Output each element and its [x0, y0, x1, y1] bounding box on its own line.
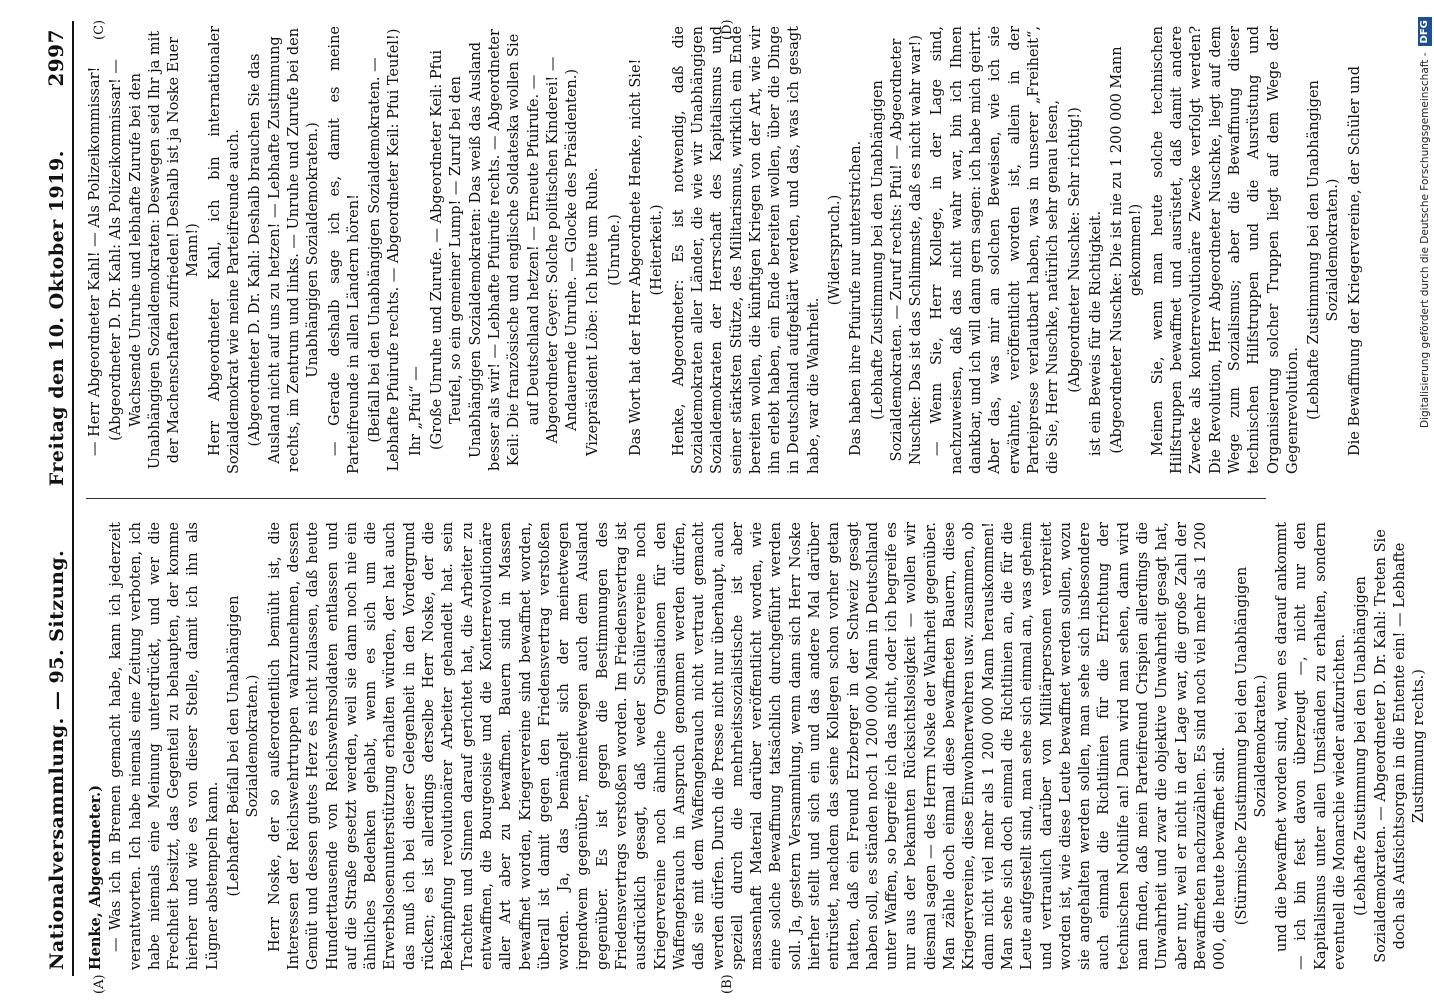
speech-paragraph: Die Bewaffnung der Kriegervereine, der Schüler und [1346, 65, 1363, 456]
interjection: (Lebhafte Zustimmung bei den Unabhängigen Sozialdemokraten.) [1306, 80, 1342, 420]
speech-paragraph: Ihr „Pfui“ — [407, 366, 424, 456]
left-text-column [86, 522, 1428, 970]
speech-paragraph: ist ein Beweis für die Richtigkeit. [1087, 210, 1104, 456]
speech-paragraph: — Was ich in Bremen gemacht habe, kann ich jederzeit verantworten. Ich habe niemals eine Zeitung verboten, ich habe niemals eine Meinung unterdrückt, und wer die Frechheit besitzt, das Gegenteil zu behaupten, der komme hierher und wie es von dieser Stelle, damit ich ihn als Lügner abstempeln kann. [108, 522, 221, 970]
interjection: (Heiterkeit.) [649, 204, 666, 296]
column-divider [86, 498, 1266, 499]
interjection: (Abgeordneter Nuschke: Sehr richtig!) [1066, 107, 1083, 393]
interjection: (Lebhafter Beifall bei den Unabhängigen Sozialdemokraten.) [226, 595, 262, 897]
speech-paragraph: — Gerade deshalb sage ich es, damit es meine Parteifreunde in allen Ländern hören! [326, 26, 362, 474]
interjection: (Widerspruch.) [826, 194, 843, 306]
margin-marker-c: (C) [92, 19, 107, 40]
speech-paragraph: Das haben ihre Pfuirufe nur unterstrichen. [848, 140, 865, 456]
margin-marker-a: (A) [92, 974, 107, 994]
interjection: (Große Unruhe und Zurufe. — Abgeordneter Keil: Pfui Teufel, so ein gemeiner Lump! — Zuruf bei den Unabhängigen Sozialdemokraten: Das weiß das Ausland besser als wir! — Lebhafte Pfuirufe rechts. — Abgeordneter Keil: Die französische und englische Soldateska wollen Sie auf Deutschland hetzen! — Erneute Pfuirufe. — Abgeordneter Geyer: Solche politischen Kinderei! — Andauernde Unruhe. — Glocke des Präsidenten.) [429, 29, 581, 471]
interjection: (Abgeordneter D. Dr. Kahl: Deshalb brauchen Sie das Ausland nicht auf uns zu hetzen! — Lebhafte Zustimmung rechts, im Zentrum und links. — Unruhe und Zurufe bei den Unabhängigen Sozialdemokraten.) [247, 27, 322, 473]
right-text-column [86, 26, 1363, 474]
speech-paragraph: — Wenn Sie, Herr Kollege, in der Lage sind, nachzuweisen, daß das nicht wahr war, bin ich Ihnen dankbar, und ich will dann gern sagen: ich habe mich geirrt. Aber das, was mir an solchen Beweisen, wie ich sie erwähnte, veröffentlicht worden ist, allein in der Parteipresse verlautbart haben, was in unserer „Freiheit“, die Sie, Herr Nuschke, natürlich sehr genau lesen, [929, 26, 1062, 474]
interjection: (Abgeordneter D. Dr. Kahl: Als Polizeikommissar! — Wachsende Unruhe und lebhafte Zurufe bei den Unabhängigen Sozialdemokraten: Deswegen seid Ihr ja mit der Machenschaften zufrieden! Deshalb ist ja Noske Euer Mann!) [108, 30, 202, 470]
interjection: (Stürmische Zustimmung bei den Unabhängigen Sozialdemokraten.) [1233, 566, 1269, 926]
dfg-logo-icon: DFG [1418, 17, 1432, 46]
speech-paragraph: Herr Noske, der so außerordentlich bemüht ist, die Interessen der Reichswehrtruppen wahrzunehmen, dessen Gemüt und dessen gutes Herz es nicht zulassen, daß heute Hunderttausende von Reichswehrsoldaten entlassen und auf die Straße gesetzt werden, weil sie dann noch nie ein ähnliches Bedenken gehabt, wenn es sich um die Erwerbslosenunterstützung erhalten würden, der hat auch das muß ich bei dieser Gelegenheit in den Vordergrund rücken; es ist allerdings derselbe Herr Noske, der die Bekämpfung revolutionärer Arbeiter gehandelt hat. sein Trachten und Sinnen darauf gerichtet hat, die Arbeiter zu entwaffnen, die Bourgeoisie und die Konterrevolutionäre aller Art aber zu bewaffnen. Bauern sind in Massen bewaffnet worden, Kriegervereine sind bewaffnet worden, überall ist damit gegen den Friedensvertrag verstoßen worden. Ja, das bemängelt sich der meinetwegen irgendwem gegenüber, meinetwegen auch dem Ausland gegenüber. Es ist gegen die Bestimmungen des Friedensvertrags verstoßen worden. Im Friedensvertrag ist ausdrücklich gesagt, daß weder Schülervereine noch Kriegervereine noch ähnliche Organisationen für den Waffengebrauch in Anspruch genommen werden dürfen, daß sie mit dem Waffengebrauch nicht vertraut gemacht werden dürfen. Durch die Presse nicht nur überhaupt, auch speziell durch die mehrheitssozialistische ist aber massenhaft Material darüber veröffentlicht worden, wie eine solche Bewaffnung tatsächlich durchgeführt werden soll. Ja, gestern Versammlung, wenn dann sich Herr Noske hierher stellt und sich ein und das andere Mal darüber entrüstet, nachdem das seine Kollegen schon vorher getan hatten, daß ein Freund Erzberger in der Schweiz gesagt haben soll, es ständen noch 1 200 000 Mann in Deutschland unter Waffen, so begreife ich das nicht, oder ich begreife es nur aus der bekannten Rücksichtslosigkeit — wollen wir diesmal sagen — des Herrn Noske der Wahrheit gegenüber. Man zähle doch einmal diese bewaffneten Bauern, diese Kriegervereine, diese Einwohnerwehren usw. zusammen, ob dann nicht viel mehr als 1 200 000 Mann herauskommen! Man sehe sich doch einmal die Richtlinien an, die für die Leute aufgestellt sind, man sehe sich einmal an, was geheim und vertraulich darüber von Militärpersonen verbreitet worden ist, wie diese Leute bewaffnet werden sollen, wozu sie angehalten werden sollen, man sehe sich insbesondere auch einmal die Richtlinien für die Errichtung der technischen Nothilfe an! Dann wird man sehen, dann wird man finden, daß mein Parteifreund Crispien allerdings die Unwahrheit und zwar die objektive Unwahrheit gesagt hat, aber nur, weil er nicht in der Lage war, die große Zahl der Bewaffneten nachzuzählen. Es sind noch viel mehr als 1 200 000, die heute bewaffnet sind. [266, 522, 1229, 970]
header-date: Freitag den 10. Oktober 1919. [46, 150, 68, 487]
notice-text: Digitalisierung gefördert durch die Deutsche Forschungsgemeinschaft - [1419, 52, 1431, 428]
interjection: (Lebhafte Zustimmung bei den Unabhängigen Sozialdemokraten. — Abgeordneter D. Dr. Kahl: Treten Sie doch als Aufsichtsorgan in die Entente ein! — Lebhafte Zustimmung rechts.) [1353, 529, 1428, 963]
speech-paragraph: Meinen Sie, wenn man heute solche technischen Hilfstruppen bewaffnet und ausrüstet, daß damit andere Zwecke als konterrevolutionäre Zwecke verfolgt werden? Die Revolution, Herr Abgeordneter Nuschke, liegt auf dem Wege zum Sozialismus; aber die Bewaffnung dieser technischen Hilfstruppen und die Ausrüstung und Organisierung solcher Truppen liegt auf dem Wege der Gegenrevolution. [1149, 26, 1301, 474]
speech-paragraph: Das Wort hat der Herr Abgeordnete Henke, nicht Sie! [628, 58, 645, 456]
speaker-line: Henke, Abgeordneter.) [87, 785, 104, 970]
speech-paragraph: Vizepräsident Löbe: Ich bitte um Ruhe. [585, 167, 602, 456]
speech-paragraph: — Herr Abgeordneter Kahl! — Als Polizeikommissar! [87, 66, 103, 456]
digitization-notice [1416, 8, 1434, 428]
interjection: (Abgeordneter Nuschke: Die ist nie zu 1 200 000 Mann gekommen!) [1109, 46, 1145, 454]
interjection: (Lebhafte Zustimmung bei den Unabhängigen Sozialdemokraten. — Zuruf rechts: Pfui! — Abgeordneter Nuschke: Das ist das Schlimmste, daß es nicht wahr war!) [869, 35, 925, 465]
interjection: (Unruhe.) [606, 214, 623, 286]
margin-marker-b: (B) [720, 974, 735, 994]
header-assembly-session: Nationalversammlung. — 95. Sitzung. [46, 549, 68, 970]
page-header [24, 21, 74, 976]
margin-marker-d: (D) [720, 19, 735, 40]
interjection: (Beifall bei den Unabhängigen Sozialdemokraten. — Lebhafte Pfuirufe rechts. — Abgeordneter Keil: Pfui Teufel!) [367, 28, 403, 472]
speech-paragraph: Herr Abgeordneter Kahl, ich bin internationaler Sozialdemokrat wie meine Parteifreunde auch. [206, 26, 243, 474]
page-number: 2997 [44, 29, 68, 87]
speech-paragraph: Henke, Abgeordneter: Es ist notwendig, daß die Sozialdemokraten aller Länder, die wie wir Unabhängigen Sozialdemokraten der Herrschaft des Kapitalismus und seiner stärksten Stütze, des Militarismus, wirklich ein Ende bereiten wollen, die künftigen Kriegen von der Art, wie wir ihn erlebt haben, ein Ende bereiten wollen, über die Dinge in Deutschland aufgeklärt werden, und das, was ich gesagt habe, war die Wahrheit. [670, 26, 822, 474]
speech-paragraph: und die bewaffnet worden sind, wenn es darauf ankommt — ich bin fest davon überzeugt —, nicht nur den Kapitalismus unter allen Umständen zu erhalten, sondern eventuell die Monarchie wieder aufzurichten. [1274, 522, 1348, 970]
